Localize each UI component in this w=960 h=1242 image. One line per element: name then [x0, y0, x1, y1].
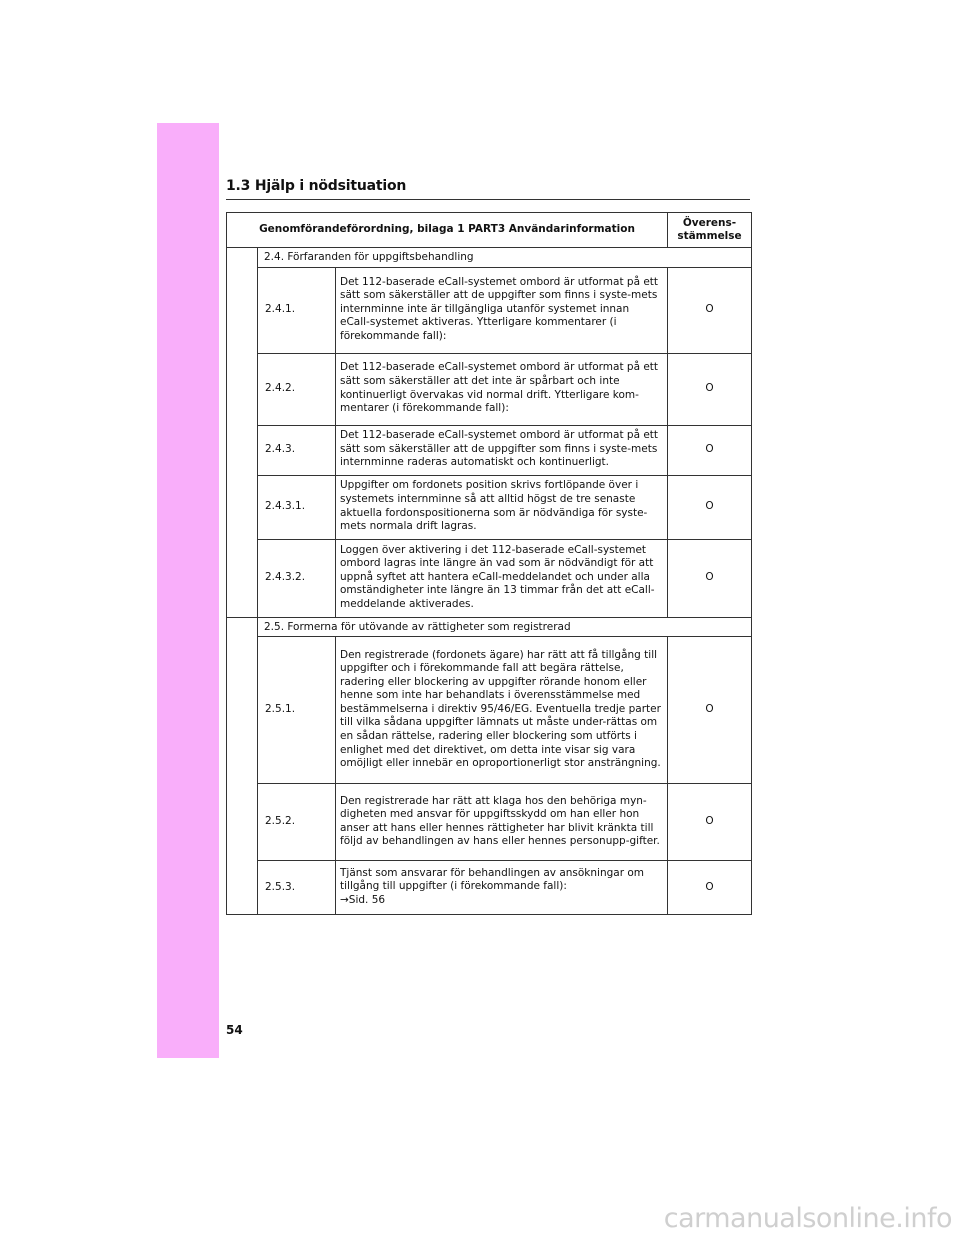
- row-number: 2.4.2.: [258, 353, 336, 425]
- table-row: [227, 267, 752, 353]
- row-compliance: O: [668, 267, 752, 353]
- row-text: Det 112-baserade eCall-systemet ombord är utformat på ett sätt som säkerställer att det inte är spårbart och inte kontinuerligt övervakas vid normal drift. Ytterligare kom-mentarer (i förekommande fall):: [336, 353, 668, 425]
- row-number: 2.4.1.: [258, 267, 336, 353]
- group-title: 2.5. Formerna för utövande av rättigheter som registrerad: [258, 617, 752, 637]
- row-text: Loggen över aktivering i det 112-baserade eCall-systemet ombord lagras inte längre än vad som är nödvändigt för att uppnå syftet att hantera eCall-meddelandet och under alla omständigheter inte längre än 13 timmar från det att eCall-meddelande aktiverades.: [336, 539, 668, 617]
- row-text: Det 112-baserade eCall-systemet ombord är utformat på ett sätt som säkerställer att de uppgifter som finns i syste-mets internminne inte är tillgängliga utanför systemet innan eCall-systemet aktiveras. Ytterligare kommentarer (i förekommande fall):: [336, 267, 668, 353]
- row-compliance: O: [668, 475, 752, 539]
- title-divider: [226, 199, 750, 200]
- page-number: 54: [226, 1023, 243, 1037]
- table-row: [227, 425, 752, 475]
- row-compliance: O: [668, 539, 752, 617]
- row-text: Det 112-baserade eCall-systemet ombord är utformat på ett sätt som säkerställer att de uppgifter som finns i syste-mets internminne raderas automatiskt och kontinuerligt.: [336, 425, 668, 475]
- row-number: 2.4.3.1.: [258, 475, 336, 539]
- row-compliance: O: [668, 637, 752, 784]
- section-title: 1.3 Hjälp i nödsituation: [226, 178, 407, 194]
- group-2-4: [227, 248, 752, 618]
- row-text: Den registrerade har rätt att klaga hos den behöriga myn-digheten med ansvar för uppgiftsskydd om han eller hon anser att hans eller hennes rättigheter har blivit kränkta till följd av behandlingen av hans eller hennes personupp-gifter.: [336, 784, 668, 861]
- row-number: 2.4.3.: [258, 425, 336, 475]
- header-regulation: Genomförandeförordning, bilaga 1 PART3 Användarinformation: [227, 213, 668, 248]
- table-row: [227, 475, 752, 539]
- table-row: [227, 861, 752, 915]
- row-compliance: O: [668, 861, 752, 915]
- regulation-table: [226, 212, 752, 915]
- row-compliance: O: [668, 425, 752, 475]
- page-reference-link[interactable]: →Sid. 56: [340, 893, 386, 906]
- header-compliance-text: Överens- stämmelse: [677, 217, 742, 242]
- table-row: [227, 637, 752, 784]
- table-header-row: [227, 213, 752, 248]
- row-compliance: O: [668, 784, 752, 861]
- group-title-row: [227, 248, 752, 268]
- row-number: 2.5.2.: [258, 784, 336, 861]
- row-compliance: O: [668, 353, 752, 425]
- row-text: Tjänst som ansvarar för behandlingen av ansökningar om tillgång till uppgifter (i förekommande fall):: [340, 866, 645, 893]
- group-indent-cell: [227, 617, 258, 915]
- table-row: [227, 784, 752, 861]
- row-text: Den registrerade (fordonets ägare) har rätt att få tillgång till uppgifter och i förekommande fall att begära rättelse, radering eller blockering av uppgifter rörande honom eller henne som inte har behandlats i överensstämmelse med bestämmelserna i direktiv 95/46/EG. Eventuella tredje parter till vilka sådana uppgifter lämnats ut måste under-rättas om en sådan rättelse, radering eller blockering som utförts i enlighet med det direktivet, om detta inte visar sig vara omöjligt eller innebär en oproportionerligt stor ansträngning.: [336, 637, 668, 784]
- group-indent-cell: [227, 248, 258, 618]
- chapter-side-tab: [157, 123, 219, 1058]
- header-compliance: [668, 213, 752, 248]
- group-title-row: [227, 617, 752, 637]
- row-number: 2.4.3.2.: [258, 539, 336, 617]
- row-number: 2.5.3.: [258, 861, 336, 915]
- watermark: carmanualsonline.info: [663, 1203, 952, 1234]
- group-2-5: [227, 617, 752, 915]
- table-row: [227, 353, 752, 425]
- row-text-cell: [336, 861, 668, 915]
- table-row: [227, 539, 752, 617]
- row-number: 2.5.1.: [258, 637, 336, 784]
- group-title: 2.4. Förfaranden för uppgiftsbehandling: [258, 248, 752, 268]
- row-text: Uppgifter om fordonets position skrivs fortlöpande över i systemets internminne så att alltid högst de tre senaste aktuella fordonspositionerna som är nödvändiga för syste-mets normala drift lagras.: [336, 475, 668, 539]
